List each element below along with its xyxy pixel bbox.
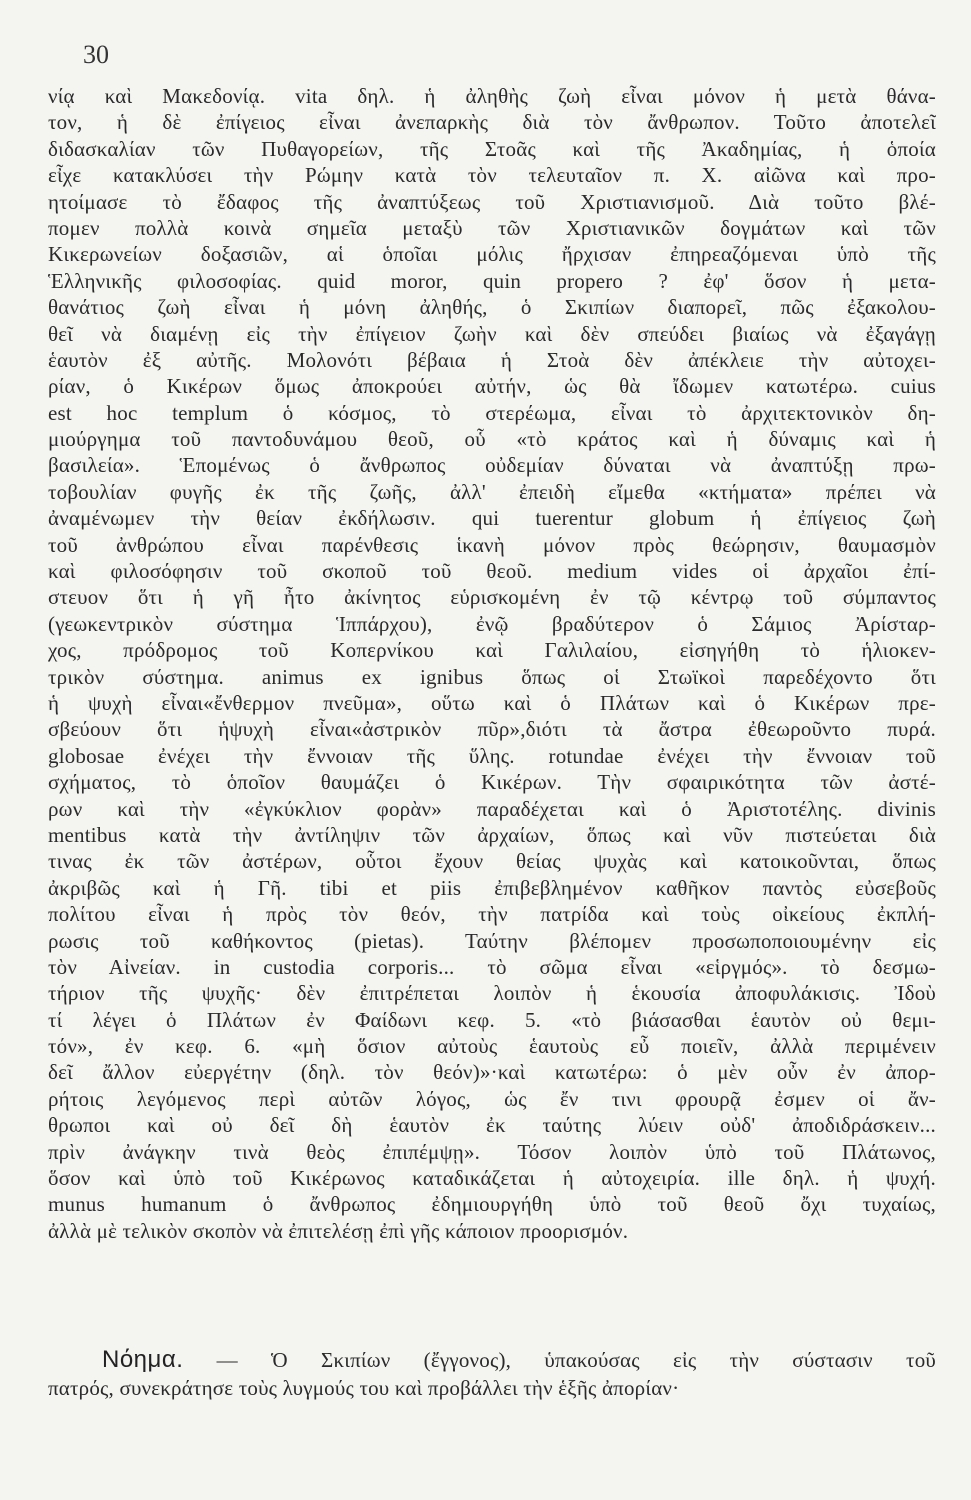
text-line: πομεν πολλὰ κοινὰ σημεῖα μεταξὺ τῶν Χριστιανικῶν δογμάτων καὶ τῶν <box>48 215 936 240</box>
text-line: τὸν Αἰνείαν. in custodia corporis... τὸ σῶμα εἶναι «εἱργμός». τὸ δεσμω- <box>48 954 936 979</box>
text-line: ἀναμένωμεν τὴν θείαν ἐκδήλωσιν. qui tuerentur globum ἡ ἐπίγειος ζωὴ <box>48 506 936 531</box>
text-line: τοβουλίαν φυγῆς ἐκ τῆς ζωῆς, ἀλλ' ἐπειδὴ εἴμεθα «κτήματα» πρέπει νὰ <box>48 479 936 504</box>
text-line: θεῖ νὰ διαμένῃ εἰς τὴν ἐπίγειον ζωὴν καὶ δὲν σπεύδει βιαίως νὰ ἐξαγάγῃ <box>48 321 936 346</box>
text-line: τί λέγει ὁ Πλάτων ἐν Φαίδωνι κεφ. 5. «τὸ βιάσασθαι ἑαυτὸν οὐ θεμι- <box>48 1007 936 1032</box>
note-first-line: — Ὁ Σκιπίων (ἔγγονος), ὑπακούσας εἰς τὴν σύστασιν τοῦ <box>216 1348 936 1372</box>
text-line: στευον ὅτι ἡ γῆ ἦτο ἀκίνητος εὑρισκομένη ἐν τῷ κέντρῳ τοῦ σύμπαντος <box>48 585 936 610</box>
text-line: τόν», ἐν κεφ. 6. «μὴ ὅσιον αὐτοὺς ἑαυτοὺς εὖ ποιεῖν, ἀλλὰ περιμένειν <box>48 1034 936 1059</box>
text-line: πρὶν ἀνάγκην τινὰ θεὸς ἐπιπέμψῃ». Τόσον λοιπὸν ὑπὸ τοῦ Πλάτωνος, <box>48 1139 936 1164</box>
text-line: σχήματος, τὸ ὁποῖον θαυμάζει ὁ Κικέρων. Τὴν σφαιρικότητα τῶν ἀστέ- <box>48 770 936 795</box>
text-line: καὶ φιλοσόφησιν τοῦ σκοποῦ τοῦ θεοῦ. medium vides οἱ ἀρχαῖοι ἐπί- <box>48 559 936 584</box>
text-line: εἶχε κατακλύσει τὴν Ρώμην κατὰ τὸν τελευταῖον π. Χ. αἰῶνα καὶ προ- <box>48 163 936 188</box>
text-line: τον, ἡ δὲ ἐπίγειος εἶναι ἀνεπαρκὴς διὰ τὸν ἄνθρωπον. Τοῦτο ἀποτελεῖ <box>48 110 936 135</box>
text-line: ἀκριβῶς καὶ ἡ Γῆ. tibi et piis ἐπιβεβλημένον καθῆκον παντὸς εὐσεβοῦς <box>48 875 936 900</box>
text-line: ρωσις τοῦ καθήκοντος (pietas). Ταύτην βλέπομεν προσωποποιουμένην εἰς <box>48 928 936 953</box>
text-line: ἑαυτὸν ἐξ αὐτῆς. Μολονότι βέβαια ἡ Στοὰ δὲν ἀπέκλειε τὴν αὐτοχει- <box>48 347 936 372</box>
text-line: est hoc templum ὁ κόσμος, τὸ στερέωμα, εἶναι τὸ ἀρχιτεκτονικὸν δη- <box>48 400 936 425</box>
text-line: ρίαν, ὁ Κικέρων ὅμως ἀποκρούει αὐτήν, ὡς θὰ ἴδωμεν κατωτέρω. cuius <box>48 374 936 399</box>
text-line: Κικερωνείων δοξασιῶν, αἱ ὁποῖαι μόλις ἤρχισαν ἐπηρεαζόμεναι ὑπὸ τῆς <box>48 242 936 267</box>
text-line: σβεύουν ὅτι ἡψυχὴ εἶναι«ἀστρικὸν πῦρ»,διότι τὰ ἄστρα ἐθεωροῦντο πυρά. <box>48 717 936 742</box>
text-line: ὅσον καὶ ὑπὸ τοῦ Κικέρωνος καταδικάζεται ἡ αὐτοχειρία. ille δηλ. ἡ ψυχή. <box>48 1166 936 1191</box>
text-line: μιούργημα τοῦ παντοδυνάμου θεοῦ, οὗ «τὸ κράτος καὶ ἡ δύναμις καὶ ἡ <box>48 427 936 452</box>
text-line: ἡ ψυχὴ εἶναι«ἔνθερμον πνεῦμα», οὕτω καὶ ὁ Πλάτων καὶ ὁ Κικέρων πρε- <box>48 690 936 715</box>
note-line-2: πατρός, συνεκράτησε τοὺς λυγμούς του καὶ προβάλλει τὴν ἑξῆς ἀπορίαν· <box>48 1376 680 1400</box>
commentary-text <box>48 83 936 1244</box>
text-line: νίᾳ καὶ Μακεδονίᾳ. vita δηλ. ἡ ἀληθὴς ζωὴ εἶναι μόνον ἡ μετὰ θάνα- <box>48 84 936 108</box>
note-line-1 <box>48 1346 936 1374</box>
text-line: τρικὸν σύστημα. animus ex ignibus ὅπως οἱ Στωϊκοὶ παρεδέχοντο ὅτι <box>48 664 936 689</box>
text-line: τήριον τῆς ψυχῆς· δὲν ἐπιτρέπεται λοιπὸν ἡ ἑκουσία ἀποφυλάκισις. Ἰδοὺ <box>48 981 936 1006</box>
text-line: τοῦ ἀνθρώπου εἶναι παρένθεσις ἱκανὴ μόνον πρὸς θεώρησιν, θαυμασμὸν <box>48 532 936 557</box>
text-line: ἀλλὰ μὲ τελικὸν σκοπὸν νὰ ἐπιτελέσῃ ἐπὶ γῆς κάποιον προορισμόν. <box>48 1218 629 1243</box>
text-line: χος, πρόδρομος τοῦ Κοπερνίκου καὶ Γαλιλαίου, εἰσηγήθη τὸ ἡλιοκεν- <box>48 638 936 663</box>
text-line: θανάτιος ζωὴ εἶναι ἡ μόνη ἀληθής, ὁ Σκιπίων διαπορεῖ, πῶς ἐξακολου- <box>48 295 936 320</box>
text-line: θρωποι καὶ οὐ δεῖ δὴ ἑαυτὸν ἐκ ταύτης λύειν οὐδ' ἀποδιδράσκειν... <box>48 1113 936 1138</box>
text-line: βασιλεία». Ἑπομένως ὁ ἄνθρωπος οὐδεμίαν δύναται νὰ ἀναπτύξῃ πρω- <box>48 453 936 478</box>
text-line: munus humanum ὁ ἄνθρωπος ἐδημιουργήθη ὑπὸ τοῦ θεοῦ ὄχι τυχαίως, <box>48 1192 936 1217</box>
text-line: ητοίμασε τὸ ἔδαφος τῆς ἀναπτύξεως τοῦ Χριστιανισμοῦ. Διὰ τοῦτο βλέ- <box>48 189 936 214</box>
text-line: Ἑλληνικῆς φιλοσοφίας. quid moror, quin propero ? ἐφ' ὅσον ἡ μετα- <box>48 268 936 293</box>
meaning-note <box>48 1346 936 1402</box>
page-number: 30 <box>83 40 109 69</box>
text-line: mentibus κατὰ τὴν ἀντίληψιν τῶν ἀρχαίων, ὅπως καὶ νῦν πιστεύεται διὰ <box>48 822 936 847</box>
text-line: δεῖ ἄλλον εὐεργέτην (δηλ. τὸν θεόν)»·καὶ κατωτέρω: ὁ μὲν οὖν ἐν ἀπορ- <box>48 1060 936 1085</box>
text-line: πολίτου εἶναι ἡ πρὸς τὸν θεόν, τὴν πατρίδα καὶ τοὺς οἰκείους ἐκπλή- <box>48 902 936 927</box>
text-line: (γεωκεντρικὸν σύστημα Ἱππάρχου), ἐνῷ βραδύτερον ὁ Σάμιος Ἀρίσταρ- <box>48 611 936 636</box>
text-line: globosae ἐνέχει τὴν ἔννοιαν τῆς ὕλης. rotundae ἐνέχει τὴν ἔννοιαν τοῦ <box>48 743 936 768</box>
text-line: διδασκαλίαν τῶν Πυθαγορείων, τῆς Στοᾶς καὶ τῆς Ἀκαδημίας, ἡ ὁποία <box>48 136 936 161</box>
text-line: ρήτοις λεγόμενος περὶ αὐτῶν λόγος, ὡς ἔν τινι φρουρᾷ ἐσμεν οἱ ἄν- <box>48 1086 936 1111</box>
text-line: τινας ἐκ τῶν ἀστέρων, οὗτοι ἔχουν θείας ψυχὰς καὶ κατοικοῦνται, ὅπως <box>48 849 936 874</box>
text-line: ρων καὶ τὴν «ἐγκύκλιον φορὰν» παραδέχεται καὶ ὁ Ἀριστοτέλης. divinis <box>48 796 936 821</box>
note-label: Νόημα. <box>102 1346 184 1373</box>
